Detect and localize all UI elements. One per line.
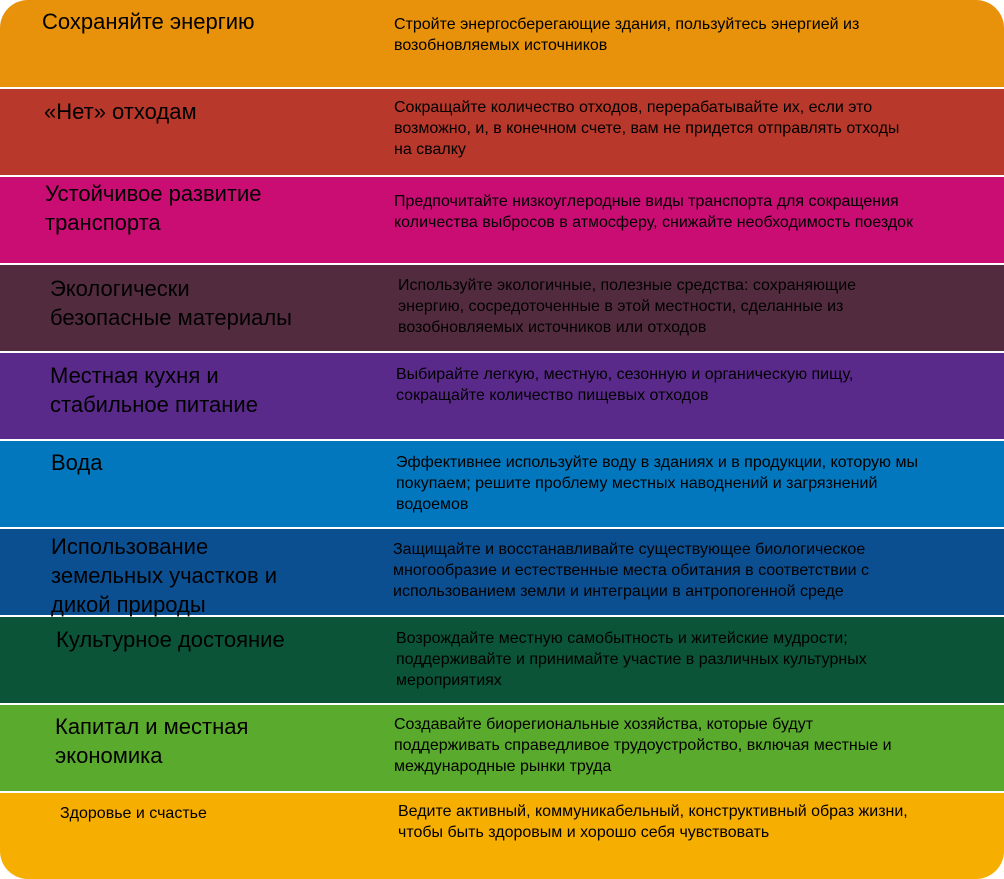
row-title: Экологически безопасные материалы	[50, 276, 292, 330]
row-title: Использование земельных участков и дикой природы	[51, 534, 278, 617]
row-economy	[0, 705, 1004, 791]
row-zero-waste	[0, 89, 1004, 175]
row-description: Ведите активный, коммуникабельный, конструктивный образ жизни, чтобы быть здоровым и хорошо себя чувствовать	[398, 803, 908, 841]
row-description: Эффективнее используйте воду в зданиях и в продукции, которую мы покупаем; решите проблему местных наводнений и загрязнений водоемов	[396, 454, 918, 513]
row-description: Стройте энергосберегающие здания, пользуйтесь энергией из возобновляемых источников	[394, 16, 860, 54]
row-energy	[0, 0, 1004, 87]
row-title: Сохраняйте энергию	[42, 9, 255, 34]
row-culture	[0, 617, 1004, 703]
row-food	[0, 353, 1004, 439]
row-title: «Нет» отходам	[44, 99, 197, 124]
row-land-wildlife	[0, 529, 1004, 615]
row-description: Возрождайте местную самобытность и житейские мудрости; поддерживайте и принимайте участие в различных культурных мероприятиях	[396, 630, 867, 689]
row-description: Создавайте биорегиональные хозяйства, которые будут поддерживать справедливое трудоустройство, включая местные и международные рынки труда	[394, 716, 892, 775]
row-title: Вода	[51, 450, 103, 475]
row-description: Сокращайте количество отходов, перерабатывайте их, если это возможно, и, в конечном счете, вам не придется отправлять отходы на свалку	[394, 99, 900, 158]
row-title: Капитал и местная экономика	[55, 714, 249, 768]
row-title: Устойчивое развитие транспорта	[45, 181, 262, 235]
row-description: Предпочитайте низкоуглеродные виды транспорта для сокращения количества выбросов в атмосферу, снижайте необходимость поездок	[394, 193, 914, 231]
row-transport	[0, 177, 1004, 263]
row-description: Используйте экологичные, полезные средства: сохраняющие энергию, сосредоточенные в этой местности, сделанные из возобновляемых источников или отходов	[398, 277, 857, 336]
row-title: Местная кухня и стабильное питание	[50, 363, 258, 417]
row-description: Защищайте и восстанавливайте существующее биологическое многообразие и естественные места обитания в соответствии с использованием земли и интеграции в антропогенной среде	[393, 541, 870, 600]
row-water	[0, 441, 1004, 527]
row-description: Выбирайте легкую, местную, сезонную и органическую пищу, сокращайте количество пищевых отходов	[396, 366, 854, 404]
row-title: Здоровье и счастье	[60, 805, 207, 822]
row-title: Культурное достояние	[56, 627, 285, 652]
row-health	[0, 793, 1004, 879]
row-materials	[0, 265, 1004, 351]
